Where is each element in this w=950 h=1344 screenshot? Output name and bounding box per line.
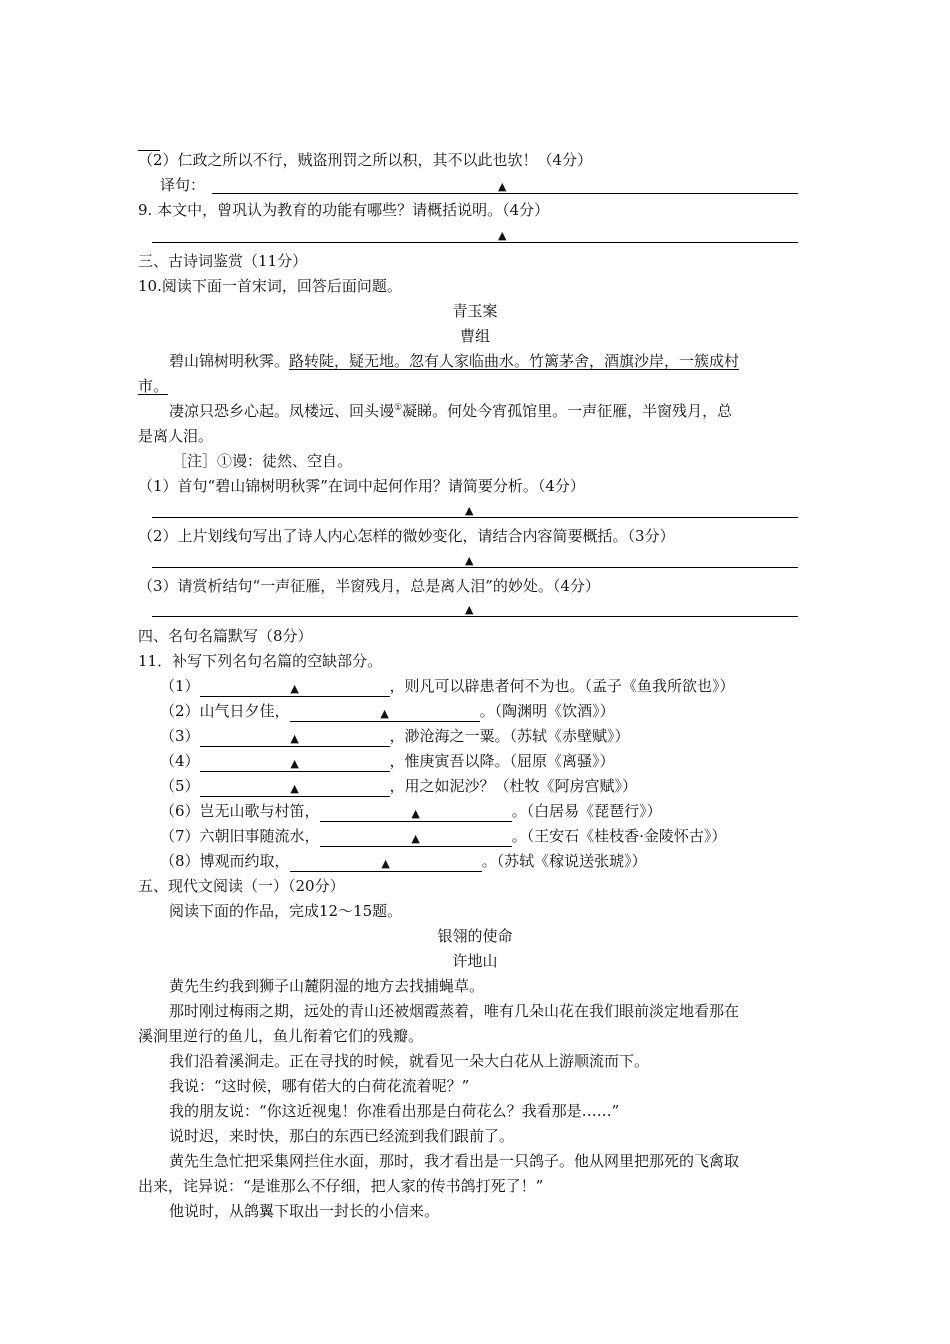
q11-item-5: （5） ▲ ，用之如泥沙？（杜牧《阿房宫赋》） — [160, 777, 638, 795]
q11-item-3: （3） ▲ ，渺沧海之一粟。（苏轼《赤壁赋》） — [160, 727, 630, 745]
q11-item-2: （2）山气日夕佳， ▲ 。（陶渊明《饮酒》） — [160, 702, 615, 720]
q8-item2: （2）仁政之所以不行，贼盗刑罚之所以积，其不以此也欤！（4分） — [138, 151, 593, 169]
answer-mark: ▲ — [465, 603, 474, 616]
q11-intro: 11．补写下列名句名篇的空缺部分。 — [138, 652, 383, 670]
reading-paragraph: 我说：“这时候，哪有偌大的白荷花流着呢？” — [169, 1077, 470, 1095]
poem-title: 青玉案 — [452, 302, 498, 320]
q11-item-6: （6）岂无山歌与村笛， ▲ 。（白居易《琵琶行》） — [160, 802, 662, 820]
fill-blank[interactable]: ▲ — [290, 856, 482, 872]
answer-mark: ▲ — [498, 180, 507, 193]
poem-line-2-start: 凄凉只恐乡心起。凤楼远、回头谩 — [169, 402, 395, 420]
q10-sub1-answer-line[interactable] — [152, 517, 798, 518]
poem-line-1-cont — [138, 376, 168, 396]
q11-item-7: （7）六朝旧事随流水， ▲ 。（王安石《桂枝香·金陵怀古》） — [160, 827, 727, 845]
fill-blank[interactable]: ▲ — [320, 831, 512, 847]
reading-paragraph: 黄先生约我到狮子山麓阴湿的地方去找捕蝇草。 — [169, 977, 485, 995]
reading-paragraph: 他说时，从鸽翼下取出一封长的小信来。 — [169, 1202, 440, 1220]
poem-line-2 — [169, 401, 732, 421]
q10-intro: 10.阅读下面一首宋词，回答后面问题。 — [138, 277, 402, 295]
poem-line-1-start: 碧山锦树明秋霁。 — [169, 352, 290, 370]
reading-paragraph-cont: 出来，诧异说：“是谁那么不仔细，把人家的传书鸽打死了！” — [138, 1177, 544, 1195]
answer-mark: ▲ — [465, 554, 474, 567]
poem-line-2-rest: 凝睇。何处今宵孤馆里。一声征雁，半窗残月，总 — [402, 402, 733, 420]
q11-item-1: （1） ▲ ，则凡可以辟患者何不为也。（孟子《鱼我所欲也》） — [160, 677, 735, 695]
section3-heading: 三、古诗词鉴赏（11分） — [138, 252, 308, 270]
q11-item-4: （4） ▲ ，惟庚寅吾以降。（屈原《离骚》） — [160, 752, 615, 770]
poem-line-2-cont: 是离人泪。 — [138, 427, 214, 445]
fill-blank[interactable]: ▲ — [200, 781, 390, 797]
reading-paragraph: 那时刚过梅雨之期，远处的青山还被烟霞蒸着，唯有几朵山花在我们眼前淡定地看那在 — [169, 1002, 740, 1020]
answer-mark: ▲ — [465, 504, 474, 517]
poem-author: 曹组 — [459, 327, 490, 345]
poem-underlined-end: 市。 — [138, 377, 169, 395]
fill-blank[interactable]: ▲ — [320, 806, 512, 822]
q11-item-8: （8）博观而约取， ▲ 。（苏轼《稼说送张琥》） — [160, 852, 647, 870]
reading-paragraph: 说时迟，来时快，那白的东西已经流到我们跟前了。 — [169, 1127, 515, 1145]
fill-blank[interactable]: ▲ — [200, 731, 390, 747]
q10-sub3-answer-line[interactable] — [152, 616, 798, 617]
fill-blank[interactable]: ▲ — [200, 681, 390, 697]
reading-title: 银翎的使命 — [437, 927, 513, 945]
q10-sub3: （3）请赏析结句“一声征雁，半窗残月，总是离人泪”的妙处。（4分） — [138, 577, 600, 595]
reading-paragraph-cont: 溪涧里逆行的鱼儿，鱼儿衔着它们的残瓣。 — [138, 1027, 424, 1045]
q8-answer-line[interactable] — [212, 193, 798, 194]
poem-underlined-lines: 路转陡，疑无地。忽有人家临曲水。竹篱茅舍，酒旗沙岸，一簇成村 — [289, 352, 740, 370]
reading-paragraph: 我的朋友说：“你这近视鬼！你准看出那是白荷花么？我看那是……” — [169, 1102, 620, 1120]
q9-answer-line[interactable] — [152, 242, 798, 243]
reading-intro: 阅读下面的作品，完成12～15题。 — [169, 902, 403, 920]
section5-heading: 五、现代文阅读（一）（20分） — [138, 877, 345, 895]
reading-author: 许地山 — [452, 952, 498, 970]
q8-translation-label: 译句： — [160, 176, 206, 194]
q10-sub1: （1）首句“碧山锦树明秋霁”在词中起何作用？请简要分析。（4分） — [138, 477, 585, 495]
reading-paragraph: 我们沿着溪涧走。正在寻找的时候，就看见一朵大白花从上游顺流而下。 — [169, 1052, 650, 1070]
q10-sub2: （2）上片划线句写出了诗人内心怎样的微妙变化，请结合内容简要概括。（3分） — [138, 527, 675, 545]
answer-mark: ▲ — [498, 229, 507, 242]
poem-line-1 — [169, 351, 739, 371]
fill-blank[interactable]: ▲ — [290, 706, 480, 722]
q9-text: 9. 本文中，曾巩认为教育的功能有哪些？请概括说明。（4分） — [138, 201, 550, 219]
section4-heading: 四、名句名篇默写（8分） — [138, 627, 313, 645]
q10-sub2-answer-line[interactable] — [152, 567, 798, 568]
reading-paragraph: 黄先生急忙把采集网拦住水面，那时，我才看出是一只鸽子。他从网里把那死的飞禽取 — [169, 1152, 740, 1170]
footnote-mark: ① — [394, 403, 403, 413]
poem-note: ［注］①谩：徒然、空自。 — [172, 452, 353, 470]
fill-blank[interactable]: ▲ — [200, 756, 390, 772]
